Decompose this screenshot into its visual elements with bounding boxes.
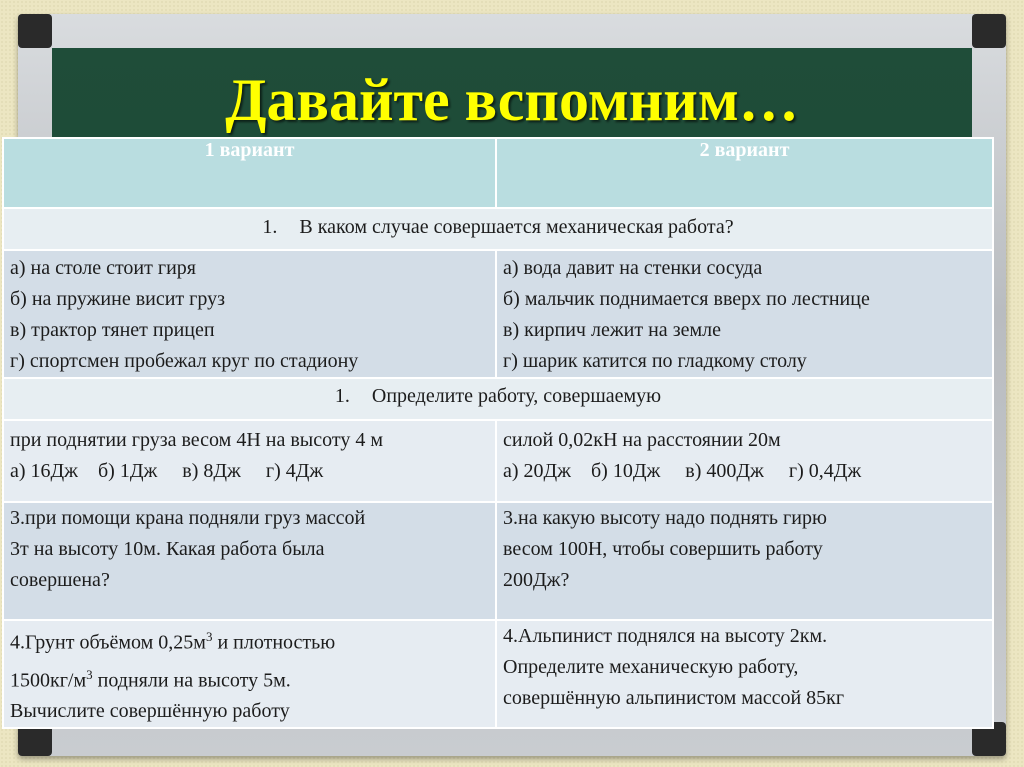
header-row (3, 138, 993, 208)
question-1 (3, 208, 993, 250)
answer-option: а) на столе стоит гиря (10, 257, 196, 279)
task-text-part: и плотностью (212, 631, 336, 654)
variant-1-task-3 (3, 502, 496, 620)
frame-corner (18, 14, 52, 48)
task-text-part: 4.Грунт объёмом 0,25м (10, 631, 206, 654)
page-title: Давайте вспомним… (225, 67, 799, 133)
task-row (3, 502, 993, 620)
answer-options: а) 16Дж б) 1Дж в) 8Дж г) 4Дж (10, 460, 324, 482)
question-number: 1. (262, 216, 278, 238)
task-text (10, 659, 489, 697)
answer-option: б) на пружине висит груз (10, 288, 225, 310)
variant-2-task (496, 420, 993, 502)
question-text: В каком случае совершается механическая работа? (299, 216, 734, 238)
question-number: 1. (334, 385, 350, 407)
task-text: 200Дж? (503, 569, 570, 591)
question-text: Определите работу, совершаемую (371, 385, 662, 407)
variant-1-answers (3, 250, 496, 378)
variant-2-answers (496, 250, 993, 378)
answer-option: в) кирпич лежит на земле (503, 319, 721, 341)
task-text: весом 100Н, чтобы совершить работу (503, 538, 823, 560)
variant-1-task (3, 420, 496, 502)
task-text: Вычислите совершённую работу (10, 700, 290, 723)
variant-2-task-4 (496, 620, 993, 728)
answer-option: б) мальчик поднимается вверх по лестнице (503, 288, 870, 310)
variant-1-header: 1 вариант (3, 138, 496, 208)
quiz-table (2, 137, 994, 729)
answer-option: в) трактор тянет прицеп (10, 319, 215, 341)
task-text: совершена? (10, 569, 110, 591)
task-text-part: подняли на высоту 5м. (92, 669, 291, 692)
task-text (10, 621, 489, 659)
task-text: при поднятии груза весом 4Н на высоту 4 м (10, 429, 383, 451)
task-text: 3т на высоту 10м. Какая работа была (10, 538, 325, 560)
task-text: силой 0,02кН на расстоянии 20м (503, 429, 781, 451)
task-text: 4.Альпинист поднялся на высоту 2км. (503, 625, 828, 647)
question-row (3, 208, 993, 250)
frame-corner (972, 14, 1006, 48)
question-2 (3, 378, 993, 420)
answer-option: а) вода давит на стенки сосуда (503, 257, 763, 279)
superscript: 3 (205, 629, 213, 644)
task-text: 3.при помощи крана подняли груз массой (10, 507, 366, 529)
task-text: 3.на какую высоту надо поднять гирю (503, 507, 827, 529)
task-text-part: 1500кг/м (10, 669, 87, 692)
task-row (3, 620, 993, 728)
variant-2-task-3 (496, 502, 993, 620)
variant-2-header: 2 вариант (496, 138, 993, 208)
answers-row (3, 250, 993, 378)
question-row (3, 378, 993, 420)
task-text: Определите механическую работу, (503, 656, 799, 678)
superscript: 3 (86, 666, 93, 682)
answer-option: г) спортсмен пробежал круг по стадиону (10, 350, 359, 372)
variant-1-task-4 (3, 620, 496, 728)
answers-row (3, 420, 993, 502)
answer-options: а) 20Дж б) 10Дж в) 400Дж г) 0,4Дж (503, 460, 862, 482)
answer-option: г) шарик катится по гладкому столу (503, 350, 807, 372)
task-text: совершённую альпинистом массой 85кг (503, 687, 845, 709)
